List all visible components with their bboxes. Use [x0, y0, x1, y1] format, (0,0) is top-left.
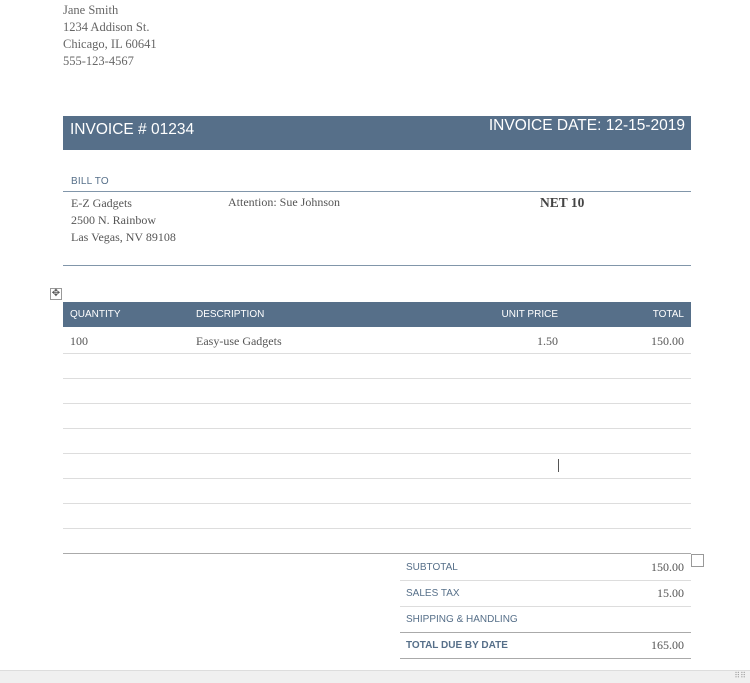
- invoice-date[interactable]: INVOICE DATE: 12-15-2019: [488, 117, 685, 134]
- sender-phone: 555-123-4567: [63, 54, 134, 68]
- cell-unit-price: 1.50: [537, 334, 558, 348]
- attention-line[interactable]: Attention: Sue Johnson: [228, 195, 341, 209]
- sender-name: Jane Smith: [63, 3, 119, 17]
- table-row[interactable]: [63, 478, 691, 504]
- header-quantity: QUANTITY: [70, 309, 121, 320]
- table-row[interactable]: [63, 428, 691, 454]
- bill-to-address[interactable]: [71, 195, 176, 246]
- resize-grip-icon[interactable]: ⠿⠿: [734, 671, 746, 680]
- total-due-label: TOTAL DUE BY DATE: [406, 640, 508, 651]
- bill-to-street: 2500 N. Rainbow: [71, 213, 156, 227]
- sales-tax-row[interactable]: [400, 581, 691, 607]
- table-row[interactable]: [63, 403, 691, 429]
- bill-to-city: Las Vegas, NV 89108: [71, 230, 176, 244]
- subtotal-value: 150.00: [651, 560, 684, 574]
- bill-to-bottom-divider: [63, 265, 691, 266]
- header-unit-price: UNIT PRICE: [501, 309, 558, 320]
- shipping-label: SHIPPING & HANDLING: [406, 614, 518, 625]
- cell-total: 150.00: [651, 334, 684, 348]
- sender-address: [63, 2, 157, 70]
- cell-description: Easy-use Gadgets: [196, 334, 282, 348]
- text-cursor: [558, 459, 559, 472]
- table-resize-handle[interactable]: [691, 554, 704, 567]
- sales-tax-value: 15.00: [657, 586, 684, 600]
- payment-terms[interactable]: NET 10: [540, 195, 585, 210]
- bill-to-label: BILL TO: [71, 176, 109, 187]
- cell-quantity: 100: [70, 334, 88, 348]
- table-row[interactable]: [63, 453, 691, 479]
- subtotal-row[interactable]: [400, 555, 691, 581]
- sender-street: 1234 Addison St.: [63, 20, 150, 34]
- total-due-row[interactable]: [400, 633, 691, 659]
- invoice-number[interactable]: INVOICE # 01234: [70, 121, 195, 138]
- subtotal-label: SUBTOTAL: [406, 562, 458, 573]
- bill-to-divider: [63, 191, 691, 192]
- invoice-banner: [63, 116, 691, 150]
- header-total: TOTAL: [652, 309, 684, 320]
- table-move-handle-icon[interactable]: ✥: [51, 288, 61, 299]
- items-table-header: [63, 302, 691, 327]
- sales-tax-label: SALES TAX: [406, 588, 460, 599]
- total-due-value: 165.00: [651, 638, 684, 652]
- table-row[interactable]: [63, 528, 691, 554]
- shipping-row[interactable]: [400, 607, 691, 633]
- table-row[interactable]: [63, 328, 691, 354]
- header-description: DESCRIPTION: [196, 309, 265, 320]
- status-bar: [0, 670, 750, 683]
- bill-to-company: E-Z Gadgets: [71, 196, 132, 210]
- table-row[interactable]: [63, 378, 691, 404]
- table-row[interactable]: [63, 353, 691, 379]
- table-row[interactable]: [63, 503, 691, 529]
- sender-city: Chicago, IL 60641: [63, 37, 157, 51]
